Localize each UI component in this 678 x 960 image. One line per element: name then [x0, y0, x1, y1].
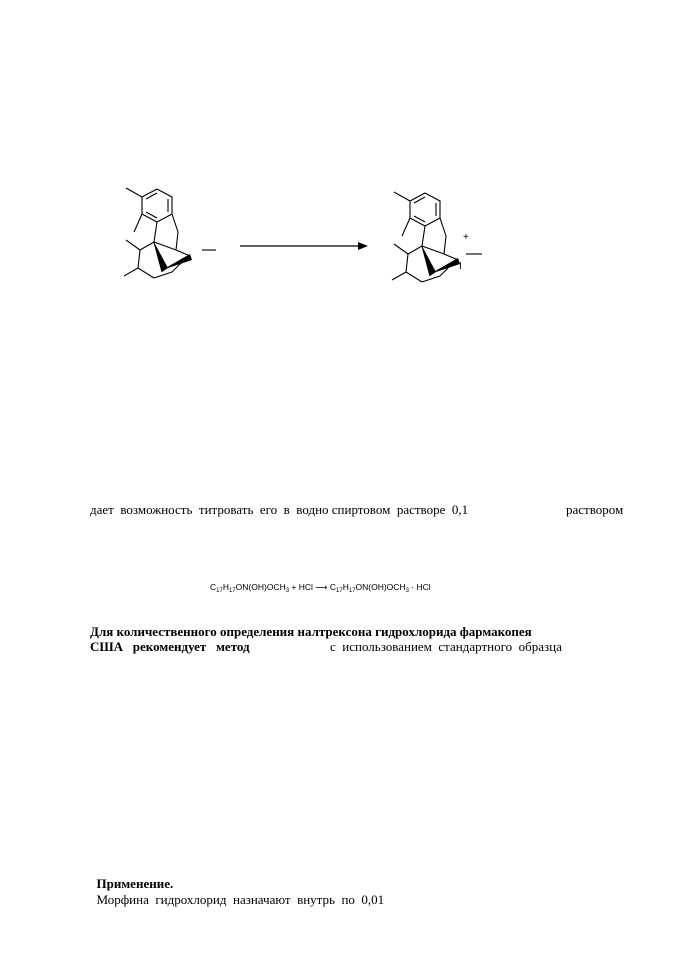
application-text: Морфина гидрохлорид назначают внутрь по 0,01	[96, 892, 385, 907]
charge-plus: +	[463, 232, 469, 243]
paragraph-naltrexone-line2: США рекомендует метод	[90, 639, 250, 654]
paragraph-application	[90, 860, 384, 908]
iodide-label: I	[459, 261, 462, 272]
text-line-titration-end: раствором	[566, 502, 624, 517]
application-heading: Применение.	[96, 876, 174, 891]
reaction-scheme	[110, 180, 530, 300]
reactant-structure	[124, 188, 216, 278]
arrow-head	[358, 242, 368, 250]
equation-arrow: ⟶	[315, 582, 328, 592]
chemical-equation	[210, 582, 431, 594]
text-line-titration: дает возможность титровать его в водно спиртовом растворе 0,1	[90, 502, 469, 517]
equation-left: $C_{17}H_{17}ON(OH)OCH_3$ + HCl	[210, 582, 313, 594]
paragraph-naltrexone-line1: Для количественного определения налтрексона гидрохлорида фармакопея	[90, 624, 532, 639]
paragraph-naltrexone-line2-end: с использованием стандартного образца	[330, 639, 562, 654]
equation-right: $C_{17}H_{17}ON(OH)OCH_3$ · HCl	[329, 582, 431, 594]
